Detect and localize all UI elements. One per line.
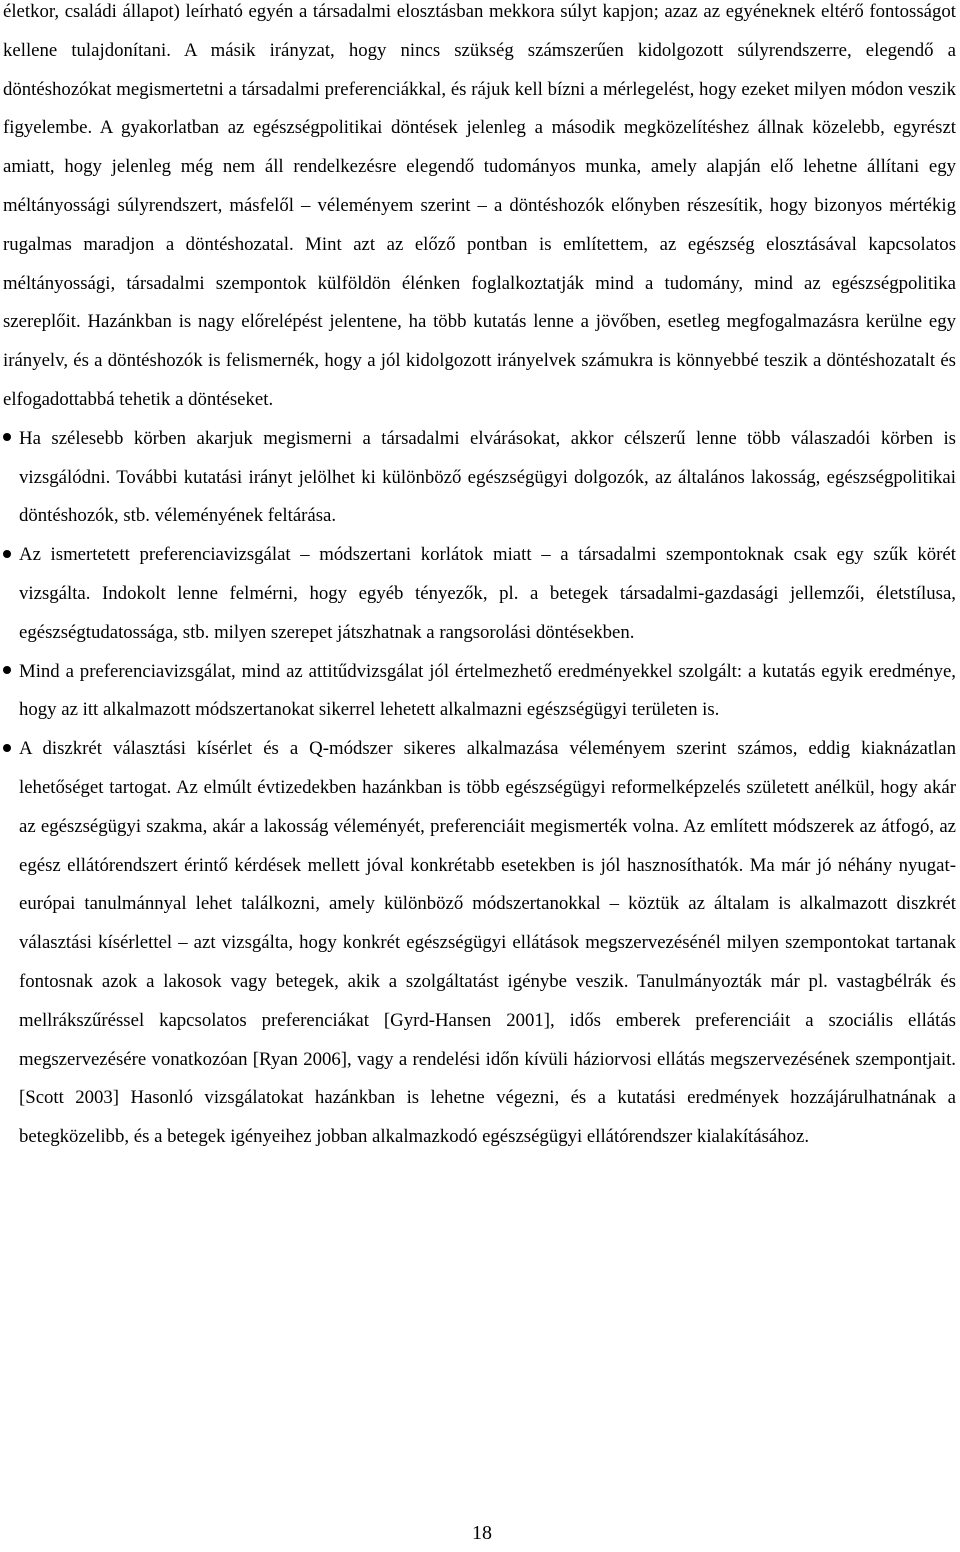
bullet-dot-icon xyxy=(3,420,19,459)
bullet-dot-icon xyxy=(3,653,19,692)
bullet-text-4: A diszkrét választási kísérlet és a Q-módszer sikeres alkalmazása véleményem szerint számos, eddig kiaknázatlan lehetőséget tartogat. Az elmúlt évtizedekben hazánkban is több egészségügyi reformelképzelés született anélkül, hogy akár az egészségügyi szakma, akár a lakosság véleményét, preferenciáit megismerték volna. Az említett módszerek az átfogó, az egész ellátórendszert érintő kérdések mellett jóval konkrétabb esetekben is jól hasznosíthatók. Ma már jó néhány nyugat-európai tanulmánnyal lehet találkozni, amely különböző módszertanokkal ‒ köztük az általam is alkalmazott diszkrét választási kísérlettel ‒ azt vizsgálta, hogy konkrét egészségügyi ellátások megszervezésénél milyen szempontokat tartanak fontosnak azok a lakosok vagy betegek, akik a szolgáltatást igénybe veszik. Tanulmányozták már pl. vastagbélrák és mellrákszűréssel kapcsolatos preferenciákat [Gyrd-Hansen 2001], idős emberek preferenciáit a szociális ellátás megszervezésére vonatkozóan [Ryan 2006], vagy a rendelési időn kívüli háziorvosi ellátás megszervezésének szempontjait. [Scott 2003] Hasonló vizsgálatokat hazánkban is lehetne végezni, és a kutatási eredmények hozzájárulhatnának a betegközelibb, és a betegek igényeihez jobban alkalmazkodó egészségügyi ellátórendszer kialakításához. xyxy=(19,738,956,1148)
bullet-dot-icon xyxy=(3,730,19,769)
bullet-item-4 xyxy=(3,730,956,1157)
bullet-item-3 xyxy=(3,653,956,731)
bullet-text-2: Az ismertetett preferenciavizsgálat ‒ módszertani korlátok miatt ‒ a társadalmi szempontoknak csak egy szűk körét vizsgálta. Indokolt lenne felmérni, hogy egyéb tényezők, pl. a betegek társadalmi-gazdasági jellemzői, életstílusa, egészségtudatossága, stb. milyen szerepet játszhatnak a rangsorolási döntésekben. xyxy=(19,544,956,643)
bullet-item-2 xyxy=(3,536,956,652)
bullet-dot-icon xyxy=(3,536,19,575)
bullet-text-3: Mind a preferenciavizsgálat, mind az attitűdvizsgálat jól értelmezhető eredményekkel szolgált: a kutatás egyik eredménye, hogy az itt alkalmazott módszertanokat sikerrel lehetett alkalmazni egészségügyi területen is. xyxy=(19,660,956,721)
document-body xyxy=(3,0,956,1157)
intro-paragraph: életkor, családi állapot) leírható egyén a társadalmi elosztásban mekkora súlyt kapjon; azaz az egyéneknek eltérő fontosságot kellene tulajdonítani. A másik irányzat, hogy nincs szükség számszerűen kidolgozott súlyrendszerre, elegendő a döntéshozókat megismertetni a társadalmi preferenciákkal, és rájuk kell bízni a mérlegelést, hogy ezeket milyen módon veszik figyelembe. A gyakorlatban az egészségpolitikai döntések jelenleg a második megközelítéshez állnak közelebb, egyrészt amiatt, hogy jelenleg még nem áll rendelkezésre elegendő tudományos munka, amely alapján elő lehetne állítani egy méltányossági súlyrendszert, másfelől ‒ véleményem szerint ‒ a döntéshozók előnyben részesítik, hogy bizonyos mértékig rugalmas maradjon a döntéshozatal. Mint azt az előző pontban is említettem, az egészség elosztásával kapcsolatos méltányossági, társadalmi szempontok külföldön élénken foglalkoztatják mind a tudomány, mind az egészségpolitika szereplőit. Hazánkban is nagy előrelépést jelentene, ha több kutatás lenne a jövőben, esetleg megfogalmazásra kerülne egy irányelv, és a döntéshozók is felismernék, hogy a jól kidolgozott irányelvek számukra is könnyebbé teszik a döntéshozatalt és elfogadottabbá tehetik a döntéseket. xyxy=(3,1,956,410)
bullet-text-1: Ha szélesebb körben akarjuk megismerni a társadalmi elvárásokat, akkor célszerű lenne több válaszadói körben is vizsgálódni. További kutatási irányt jelölhet ki különböző egészségügyi dolgozók, az általános lakosság, egészségpolitikai döntéshozók, stb. véleményének feltárása. xyxy=(19,427,956,527)
page-number: 18 xyxy=(472,1522,492,1544)
bullet-item-1 xyxy=(3,420,956,536)
